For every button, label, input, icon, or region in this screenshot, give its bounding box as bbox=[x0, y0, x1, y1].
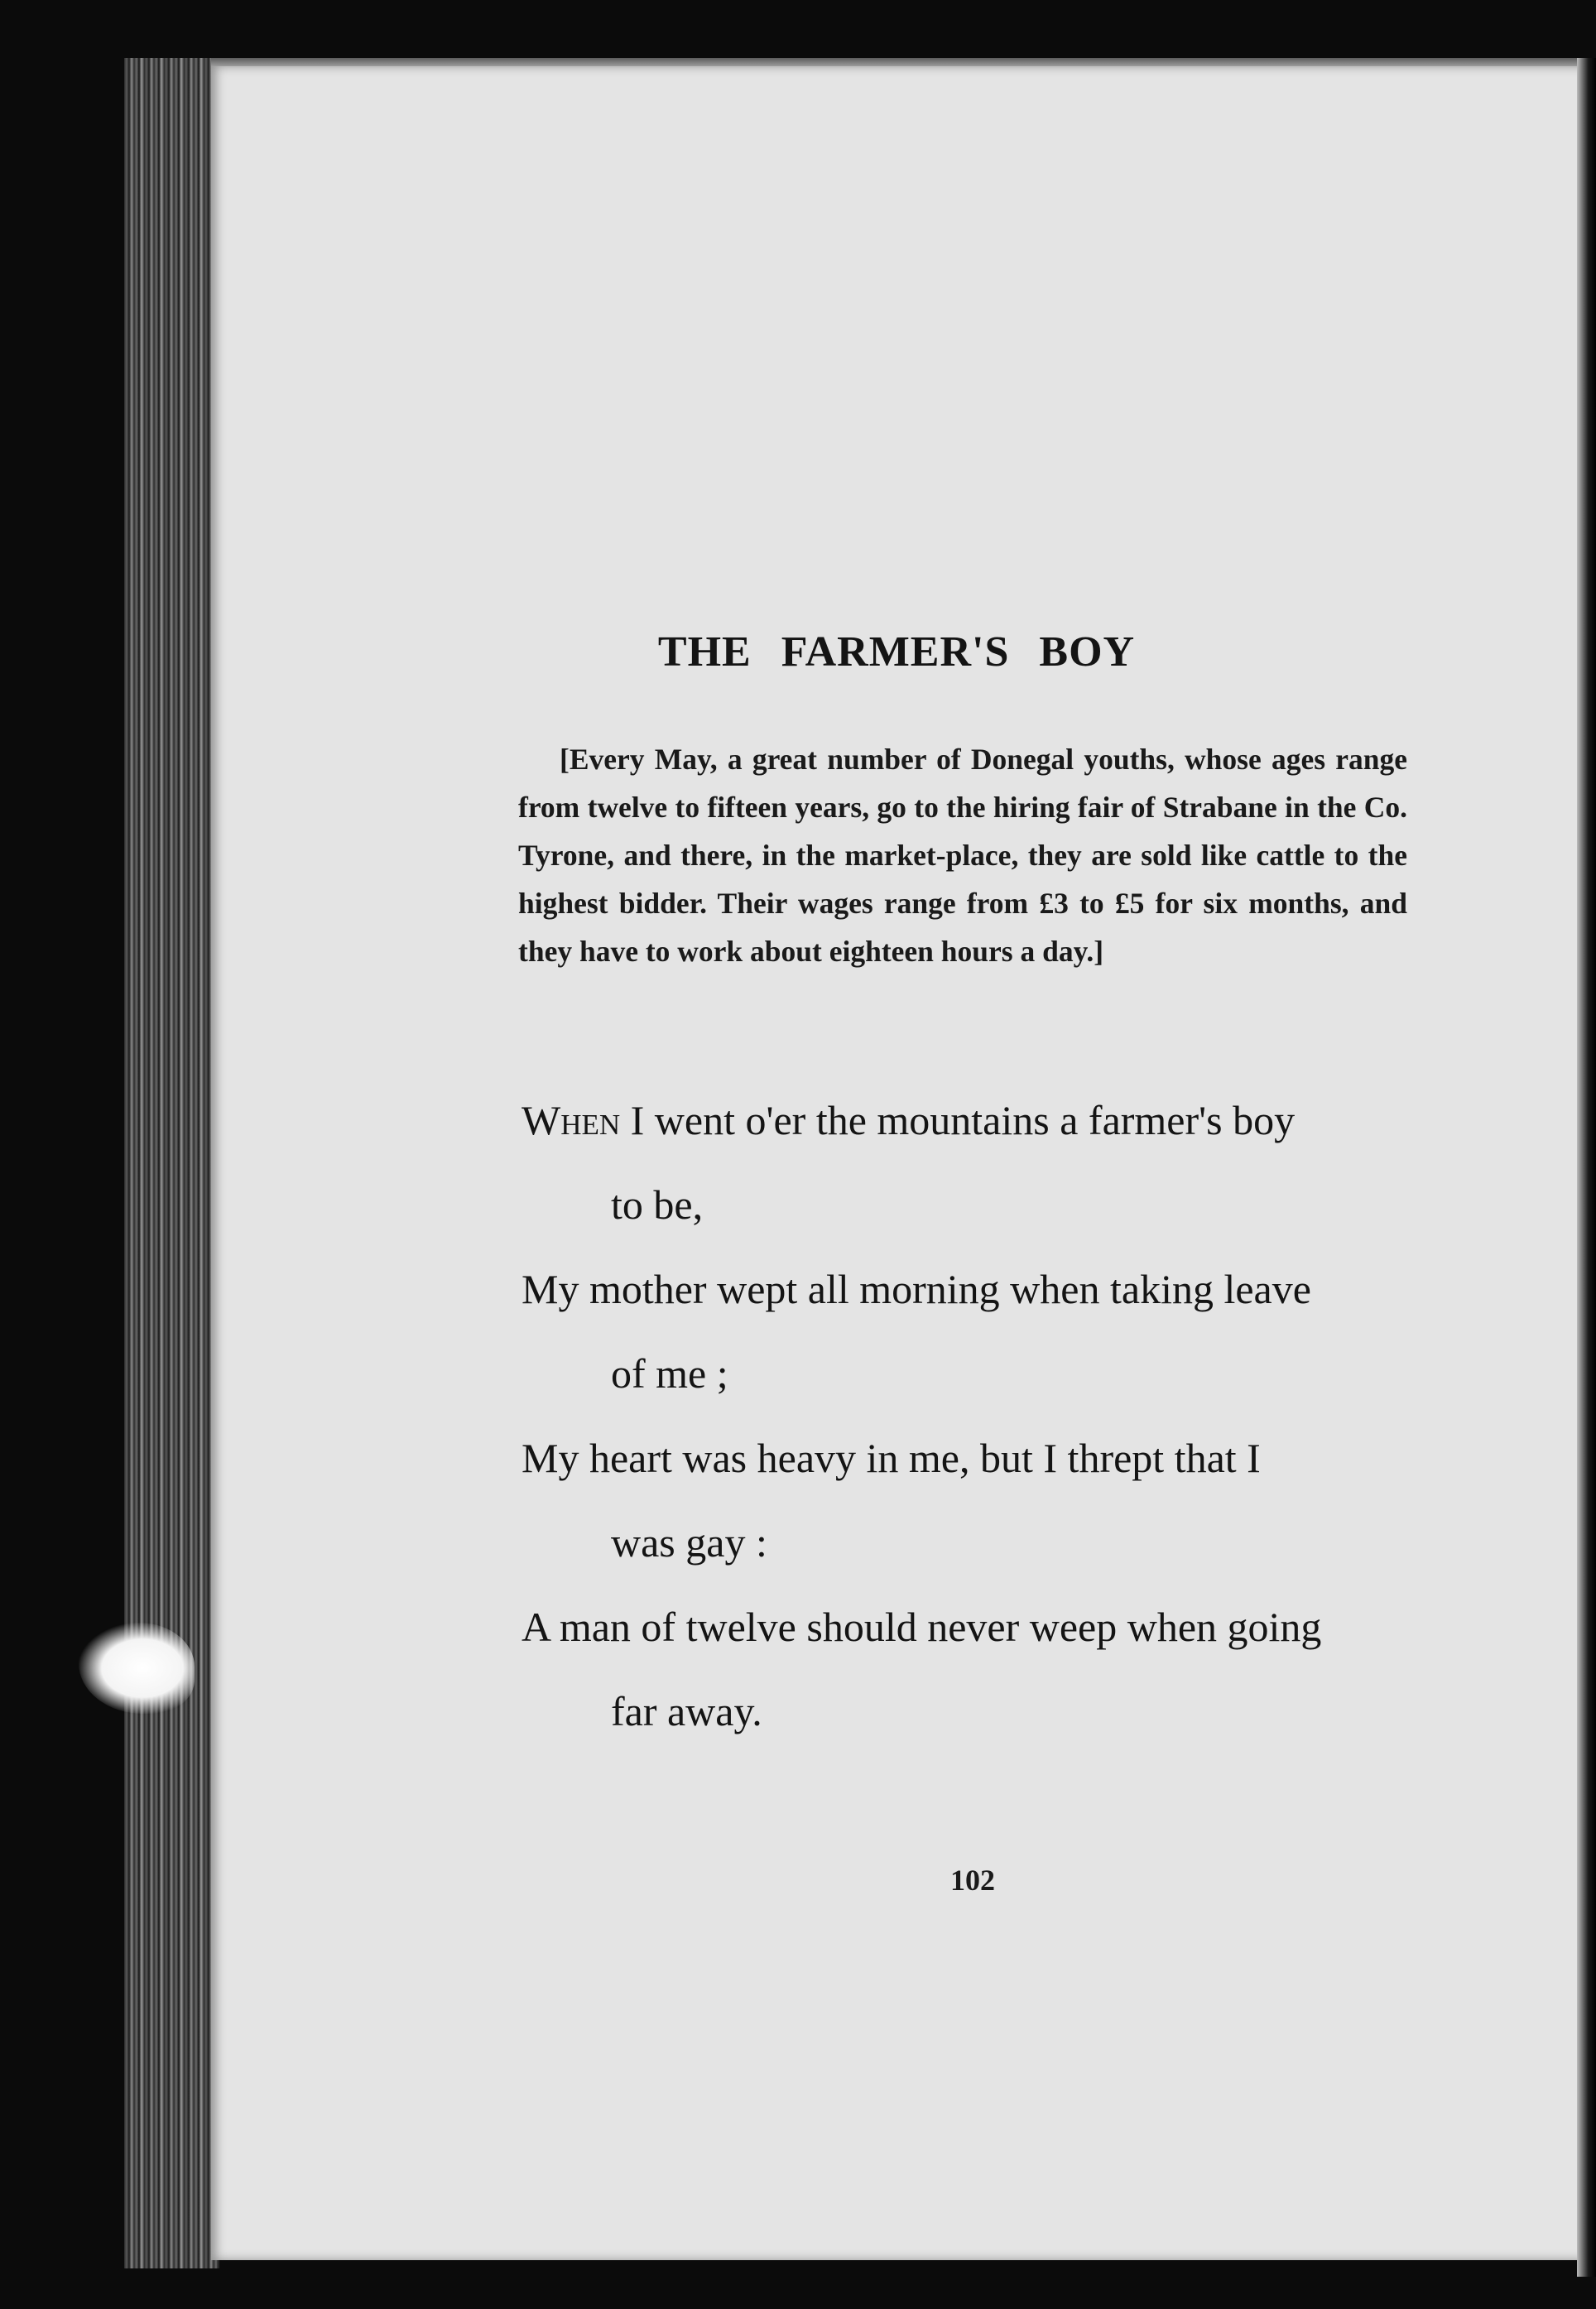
page-number: 102 bbox=[950, 1864, 995, 1897]
book-binding-edge bbox=[124, 58, 219, 2268]
verse-line-4-cont-text: far away. bbox=[611, 1688, 762, 1734]
verse-line-4-continuation bbox=[522, 1669, 1424, 1753]
verse-line-3: My heart was heavy in me, but I thrept that I bbox=[522, 1435, 1261, 1481]
verse-line-2: My mother wept all morning when taking leave bbox=[522, 1266, 1311, 1312]
verse-line-3-cont-text: was gay : bbox=[611, 1519, 767, 1566]
verse-line-1-cont-text: to be, bbox=[611, 1181, 704, 1228]
verse-line-1 bbox=[522, 1078, 1424, 1162]
opening-word: When bbox=[522, 1097, 621, 1143]
verse-line-1-text: I went o'er the mountains a farmer's boy bbox=[620, 1097, 1296, 1143]
poem-title: THE FARMER'S BOY bbox=[657, 628, 1136, 676]
paper-tear-mark bbox=[79, 1623, 195, 1714]
verse-line-4: A man of twelve should never weep when going bbox=[522, 1604, 1322, 1650]
page-right-edge bbox=[1577, 58, 1596, 2277]
introductory-note: [Every May, a great number of Donegal youths, whose ages range from twelve to fifteen years, go to the hiring fair of Strabane in the Co. Tyrone, and there, in the market-place, they are sold like cattle to the highest bidder. Their wages range from £3 to £5 for six months, and they have to work about eighteen hours a day.] bbox=[518, 743, 1407, 968]
verse-line-1-continuation bbox=[522, 1162, 1424, 1247]
verse-line-3-continuation bbox=[522, 1500, 1424, 1585]
verse-line-2-continuation bbox=[522, 1331, 1424, 1416]
poem-stanza bbox=[522, 1078, 1424, 1753]
verse-line-2-cont-text: of me ; bbox=[611, 1350, 728, 1397]
